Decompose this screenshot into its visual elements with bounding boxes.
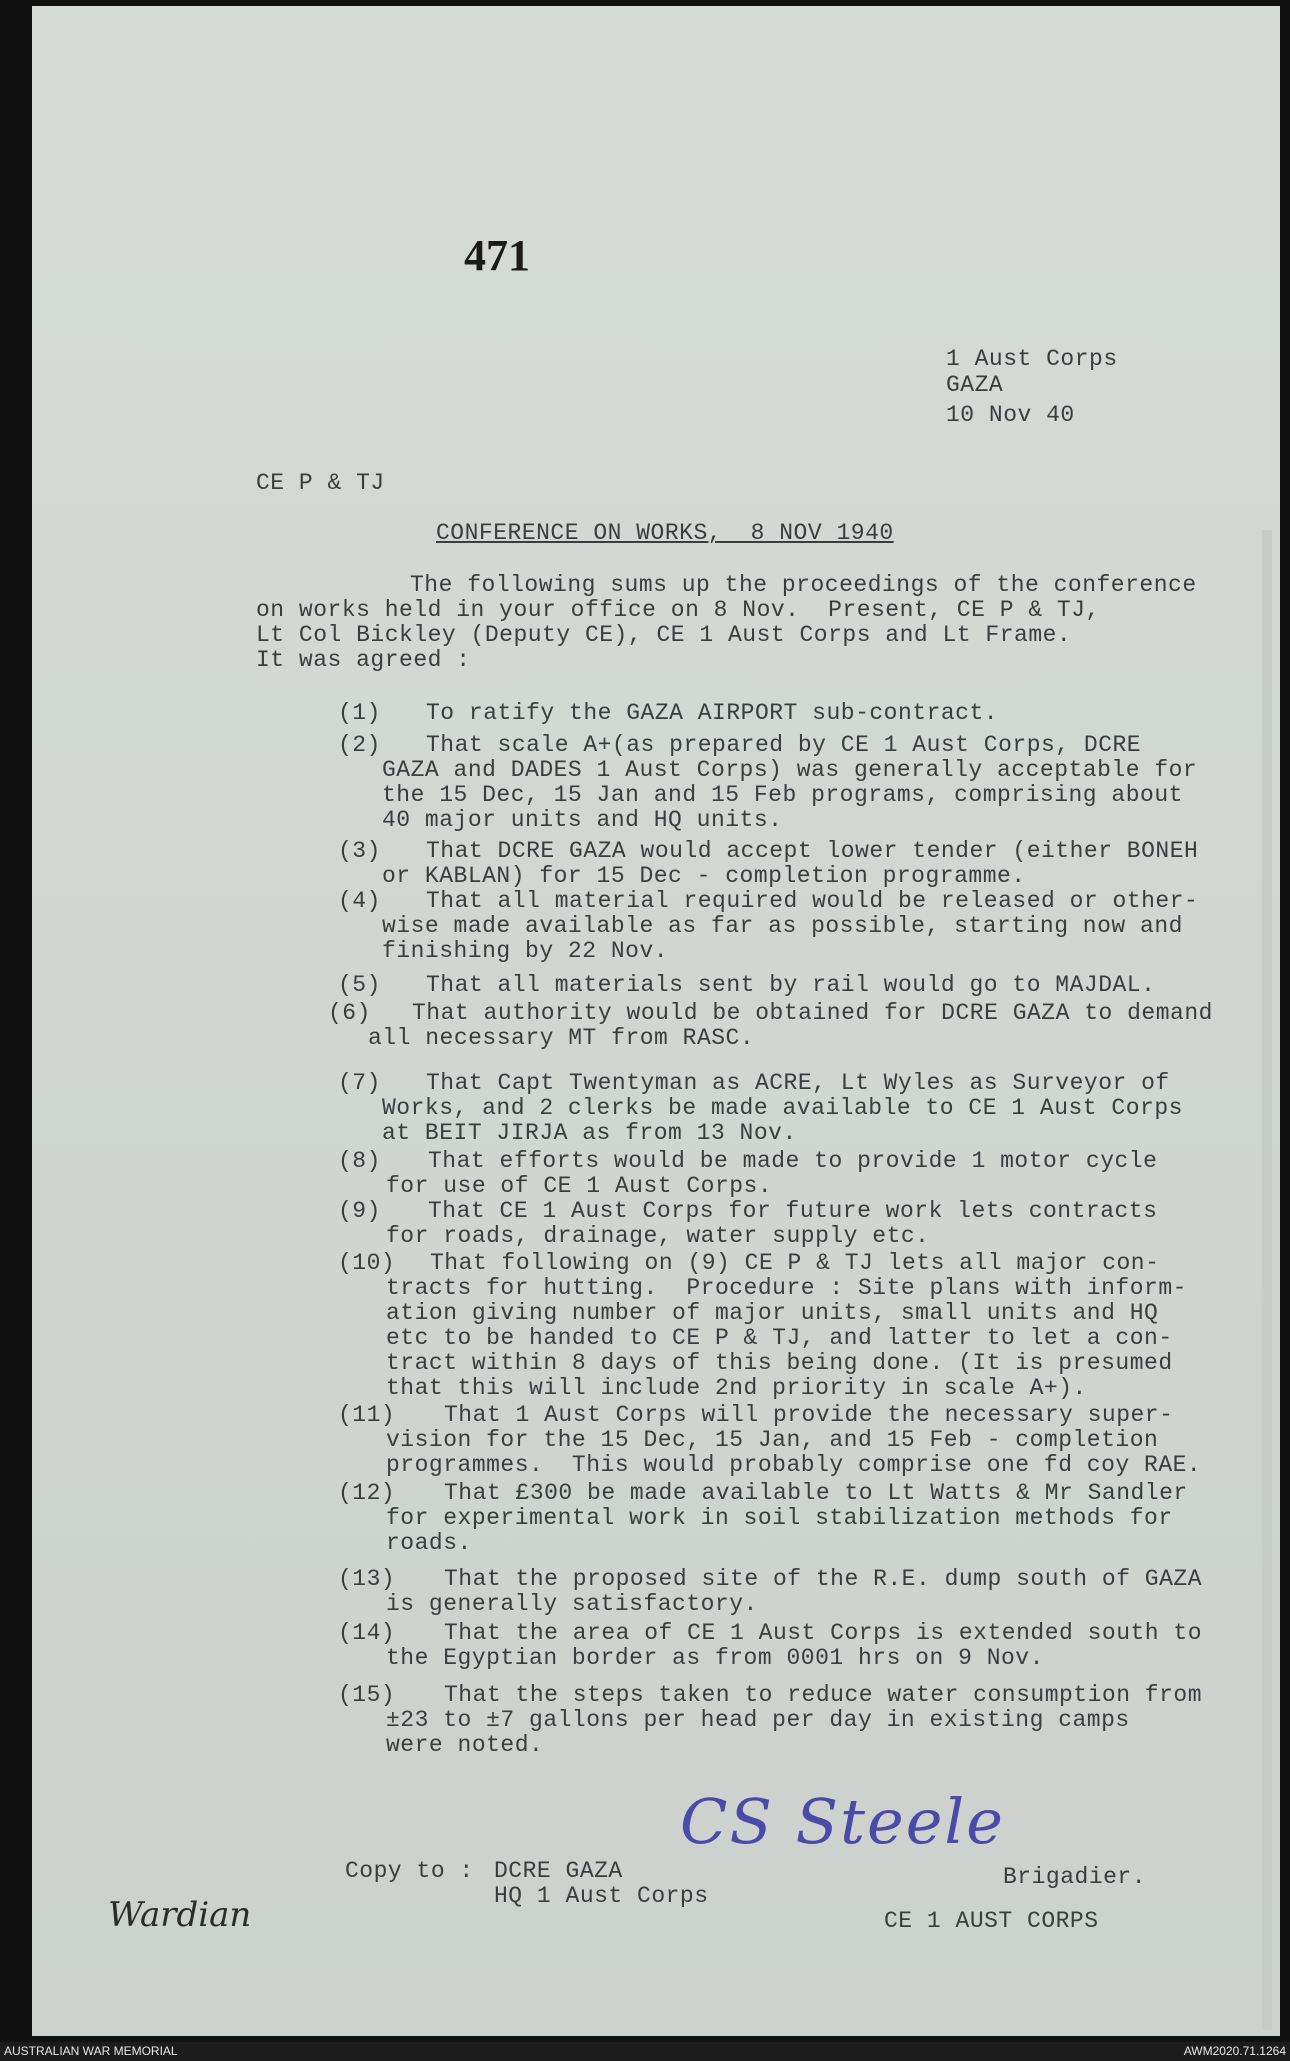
document-title: CONFERENCE ON WORKS, 8 NOV 1940 (436, 520, 894, 546)
copy-to-recipient: HQ 1 Aust Corps (494, 1883, 709, 1909)
item-number: (14) (338, 1620, 396, 1646)
item-text-line: the Egyptian border as from 0001 hrs on 9 Nov. (386, 1645, 1044, 1671)
page-edge (1262, 530, 1272, 2030)
item-number: (9) (338, 1198, 381, 1224)
item-number: (7) (338, 1070, 381, 1096)
item-number: (4) (338, 888, 381, 914)
item-text-line: That Capt Twentyman as ACRE, Lt Wyles as Surveyor of (426, 1070, 1170, 1096)
item-text-line: That DCRE GAZA would accept lower tender (either BONEH (426, 838, 1199, 864)
item-text-line: programmes. This would probably comprise one fd coy RAE. (386, 1452, 1202, 1478)
item-text-line: tracts for hutting. Procedure : Site plans with inform- (386, 1275, 1187, 1301)
footer-accession: AWM2020.71.1264 (1183, 2044, 1286, 2058)
item-text-line: That £300 be made available to Lt Watts & Mr Sandler (444, 1480, 1188, 1506)
item-text-line: at BEIT JIRJA as from 13 Nov. (382, 1120, 797, 1146)
item-number: (12) (338, 1480, 396, 1506)
item-text-line: That authority would be obtained for DCRE GAZA to demand (412, 1000, 1213, 1026)
item-text-line: ation giving number of major units, small units and HQ (386, 1300, 1159, 1326)
handwritten-note: Wardian (108, 1895, 252, 1935)
copy-to-recipient: DCRE GAZA (494, 1858, 623, 1884)
item-text-line: for experimental work in soil stabilization methods for (386, 1505, 1173, 1531)
item-text-line: etc to be handed to CE P & TJ, and latter to let a con- (386, 1325, 1173, 1351)
item-text-line: That scale A+(as prepared by CE 1 Aust Corps, DCRE (426, 732, 1142, 758)
item-number: (3) (338, 838, 381, 864)
intro-line: It was agreed : (256, 647, 471, 673)
item-number: (13) (338, 1566, 396, 1592)
footer-bar (0, 2042, 1290, 2061)
copy-to-label: Copy to : (345, 1858, 474, 1884)
header-date: 10 Nov 40 (946, 402, 1075, 428)
intro-line: on works held in your office on 8 Nov. Present, CE P & TJ, (256, 597, 1100, 623)
item-text-line: That efforts would be made to provide 1 motor cycle (428, 1148, 1158, 1174)
item-number: (15) (338, 1682, 396, 1708)
item-text-line: That all materials sent by rail would go to MAJDAL. (426, 972, 1156, 998)
item-text-line: all necessary MT from RASC. (368, 1025, 755, 1051)
item-text-line: That following on (9) CE P & TJ lets all major con- (430, 1250, 1160, 1276)
item-text-line: were noted. (386, 1732, 544, 1758)
item-text-line: the 15 Dec, 15 Jan and 15 Feb programs, comprising about (382, 782, 1183, 808)
header-location: GAZA (946, 372, 1004, 398)
signatory-rank: Brigadier. (1003, 1864, 1147, 1890)
item-text-line: GAZA and DADES 1 Aust Corps) was generally acceptable for (382, 757, 1198, 783)
item-text-line: finishing by 22 Nov. (382, 938, 669, 964)
item-text-line: ±23 to ±7 gallons per head per day in existing camps (386, 1707, 1130, 1733)
item-number: (1) (338, 700, 381, 726)
signature-block: CE 1 AUST CORPS (884, 1908, 1099, 1934)
item-text-line: for roads, drainage, water supply etc. (386, 1223, 930, 1249)
item-text-line: wise made available as far as possible, starting now and (382, 913, 1183, 939)
item-text-line: tract within 8 days of this being done. (It is presumed (386, 1350, 1173, 1376)
item-text-line: That the steps taken to reduce water consumption from (444, 1682, 1203, 1708)
item-text-line: That the area of CE 1 Aust Corps is extended south to (444, 1620, 1203, 1646)
item-text-line: Works, and 2 clerks be made available to CE 1 Aust Corps (382, 1095, 1183, 1121)
item-number: (8) (338, 1148, 381, 1174)
item-text-line: roads. (386, 1530, 472, 1556)
item-text-line: is generally satisfactory. (386, 1591, 758, 1617)
item-number: (11) (338, 1402, 396, 1428)
item-text-line: That 1 Aust Corps will provide the necessary super- (444, 1402, 1174, 1428)
header-unit: 1 Aust Corps (946, 346, 1118, 372)
intro-line: The following sums up the proceedings of the conference (410, 572, 1197, 598)
item-number: (5) (338, 972, 381, 998)
item-text-line: that this will include 2nd priority in scale A+). (386, 1375, 1087, 1401)
item-number: (2) (338, 732, 381, 758)
item-text-line: or KABLAN) for 15 Dec - completion programme. (382, 863, 1026, 889)
item-text-line: vision for the 15 Dec, 15 Jan, and 15 Feb - completion (386, 1427, 1159, 1453)
signature: CS Steele (680, 1785, 1005, 1858)
item-text-line: To ratify the GAZA AIRPORT sub-contract. (426, 700, 999, 726)
item-text-line: That all material required would be released or other- (426, 888, 1199, 914)
item-number: (6) (328, 1000, 371, 1026)
item-text-line: That the proposed site of the R.E. dump south of GAZA (444, 1566, 1203, 1592)
item-number: (10) (338, 1250, 396, 1276)
item-text-line: 40 major units and HQ units. (382, 807, 783, 833)
item-text-line: That CE 1 Aust Corps for future work lets contracts (428, 1198, 1158, 1224)
intro-line: Lt Col Bickley (Deputy CE), CE 1 Aust Corps and Lt Frame. (256, 622, 1072, 648)
addressee: CE P & TJ (256, 470, 385, 496)
item-text-line: for use of CE 1 Aust Corps. (386, 1173, 773, 1199)
folio-number: 471 (464, 231, 530, 280)
footer-credit: AUSTRALIAN WAR MEMORIAL (4, 2044, 178, 2058)
